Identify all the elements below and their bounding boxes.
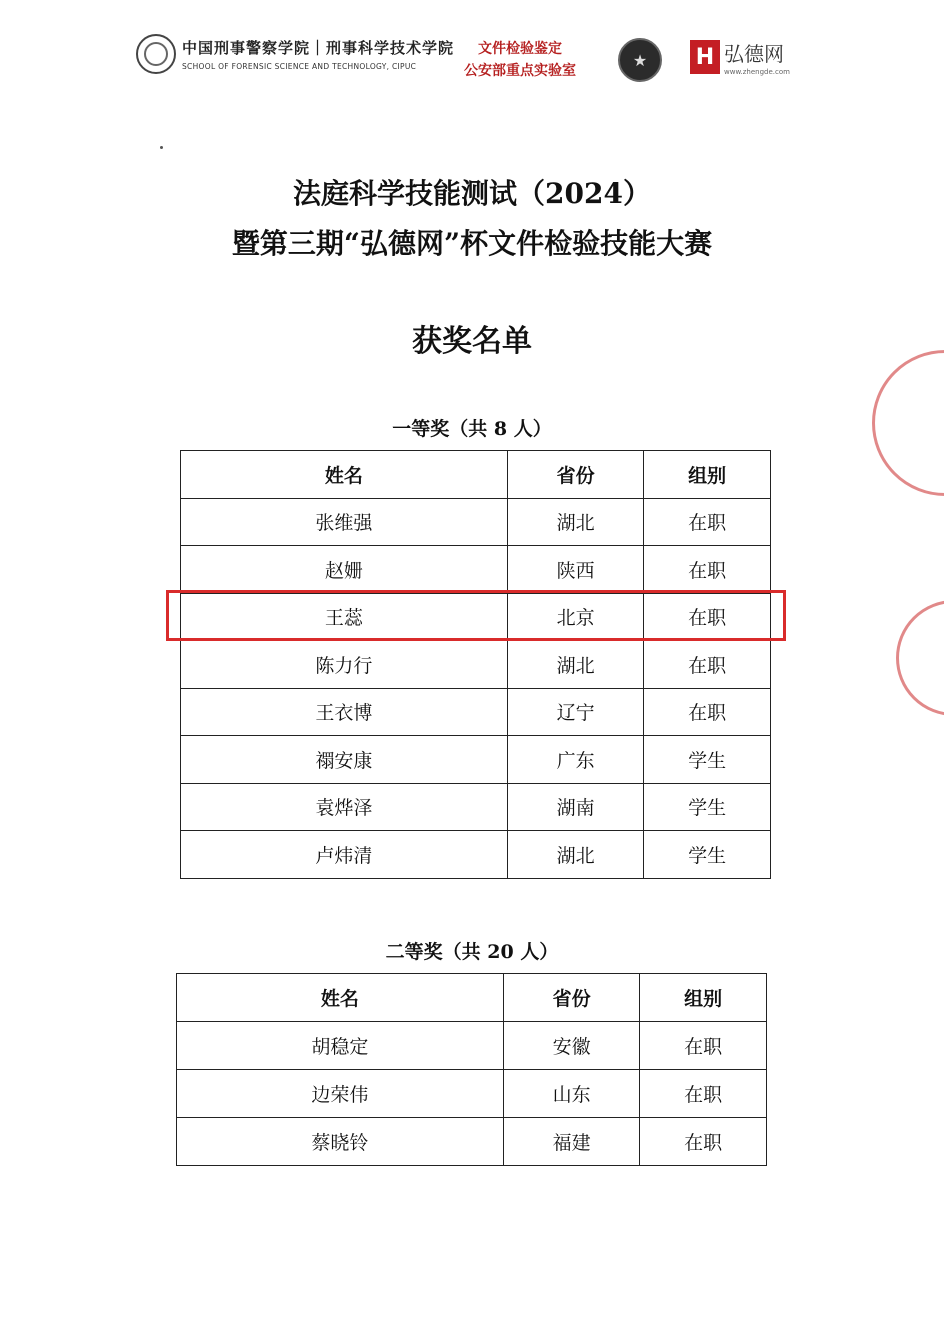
table-row bbox=[181, 831, 771, 879]
col-name-header: 姓名 bbox=[181, 451, 508, 499]
col-name-header: 姓名 bbox=[177, 974, 504, 1022]
cell-name: 蔡晓铃 bbox=[177, 1118, 504, 1166]
red-seal-stamp bbox=[872, 350, 944, 496]
red-seal-stamp bbox=[896, 600, 944, 716]
table-header-row bbox=[181, 451, 771, 499]
cell-name: 陈力行 bbox=[181, 641, 508, 689]
table-row bbox=[181, 783, 771, 831]
cell-province: 北京 bbox=[507, 593, 644, 641]
cell-province: 陕西 bbox=[507, 546, 644, 594]
first-prize-table bbox=[180, 450, 771, 879]
cell-name: 赵姗 bbox=[181, 546, 508, 594]
second-prize-table bbox=[176, 973, 767, 1166]
table-row bbox=[181, 546, 771, 594]
cell-province: 山东 bbox=[503, 1070, 640, 1118]
first-prize-title: 一等奖（共 8 人） bbox=[392, 418, 552, 440]
col-province-header: 省份 bbox=[503, 974, 640, 1022]
cell-province: 湖南 bbox=[507, 783, 644, 831]
cell-group: 在职 bbox=[640, 1022, 767, 1070]
highlight-box bbox=[166, 590, 786, 641]
doc-title-line2: 暨第三期“弘德网”杯文件检验技能大赛 bbox=[231, 227, 713, 260]
cell-group: 在职 bbox=[644, 641, 771, 689]
letterhead bbox=[0, 0, 944, 110]
cell-name: 卢炜清 bbox=[181, 831, 508, 879]
cell-group: 在职 bbox=[644, 546, 771, 594]
cell-province: 福建 bbox=[503, 1118, 640, 1166]
cell-name: 张维强 bbox=[181, 498, 508, 546]
second-prize-title: 二等奖（共 20 人） bbox=[385, 941, 559, 963]
school-emblem-icon bbox=[136, 34, 176, 74]
police-emblem-icon: ★ bbox=[618, 38, 662, 82]
col-group-header: 组别 bbox=[644, 451, 771, 499]
school-name-cn: 中国刑事警察学院｜刑事科学技术学院 bbox=[182, 39, 455, 57]
award-list-heading: 获奖名单 bbox=[412, 324, 532, 359]
table-header-row bbox=[177, 974, 767, 1022]
cell-province: 湖北 bbox=[507, 831, 644, 879]
cell-province: 湖北 bbox=[507, 498, 644, 546]
table-row bbox=[177, 1118, 767, 1166]
table-row bbox=[181, 641, 771, 689]
cell-group: 在职 bbox=[644, 688, 771, 736]
cell-group: 在职 bbox=[640, 1118, 767, 1166]
table-row bbox=[181, 736, 771, 784]
cell-group: 学生 bbox=[644, 783, 771, 831]
cell-group: 学生 bbox=[644, 736, 771, 784]
col-group-header: 组别 bbox=[640, 974, 767, 1022]
cell-group: 学生 bbox=[644, 831, 771, 879]
table-row bbox=[177, 1022, 767, 1070]
cell-province: 安徽 bbox=[503, 1022, 640, 1070]
cell-name: 胡稳定 bbox=[177, 1022, 504, 1070]
cell-name: 王蕊 bbox=[181, 593, 508, 641]
lab-name: 文件检验鉴定 公安部重点实验室 bbox=[464, 41, 576, 79]
cell-name: 王衣博 bbox=[181, 688, 508, 736]
table-row bbox=[181, 498, 771, 546]
hongde-name: 弘德网 bbox=[724, 42, 784, 66]
school-name-en: SCHOOL OF FORENSIC SCIENCE AND TECHNOLOGY, CIPUC bbox=[182, 62, 417, 71]
col-province-header: 省份 bbox=[507, 451, 644, 499]
cell-province: 辽宁 bbox=[507, 688, 644, 736]
hd-mark-icon: H bbox=[690, 40, 720, 74]
cell-group: 在职 bbox=[644, 593, 771, 641]
table-row bbox=[181, 688, 771, 736]
table-row bbox=[177, 1070, 767, 1118]
cell-name: 禤安康 bbox=[181, 736, 508, 784]
speck bbox=[160, 146, 163, 149]
school-logo bbox=[136, 34, 454, 74]
cell-province: 广东 bbox=[507, 736, 644, 784]
cell-province: 湖北 bbox=[507, 641, 644, 689]
cell-name: 袁烨泽 bbox=[181, 783, 508, 831]
cell-group: 在职 bbox=[640, 1070, 767, 1118]
hongde-logo bbox=[690, 38, 790, 76]
cell-name: 边荣伟 bbox=[177, 1070, 504, 1118]
cell-group: 在职 bbox=[644, 498, 771, 546]
doc-title-line1: 法庭科学技能测试（2024） bbox=[293, 177, 651, 210]
hongde-url: www.zhengde.com bbox=[724, 68, 790, 76]
